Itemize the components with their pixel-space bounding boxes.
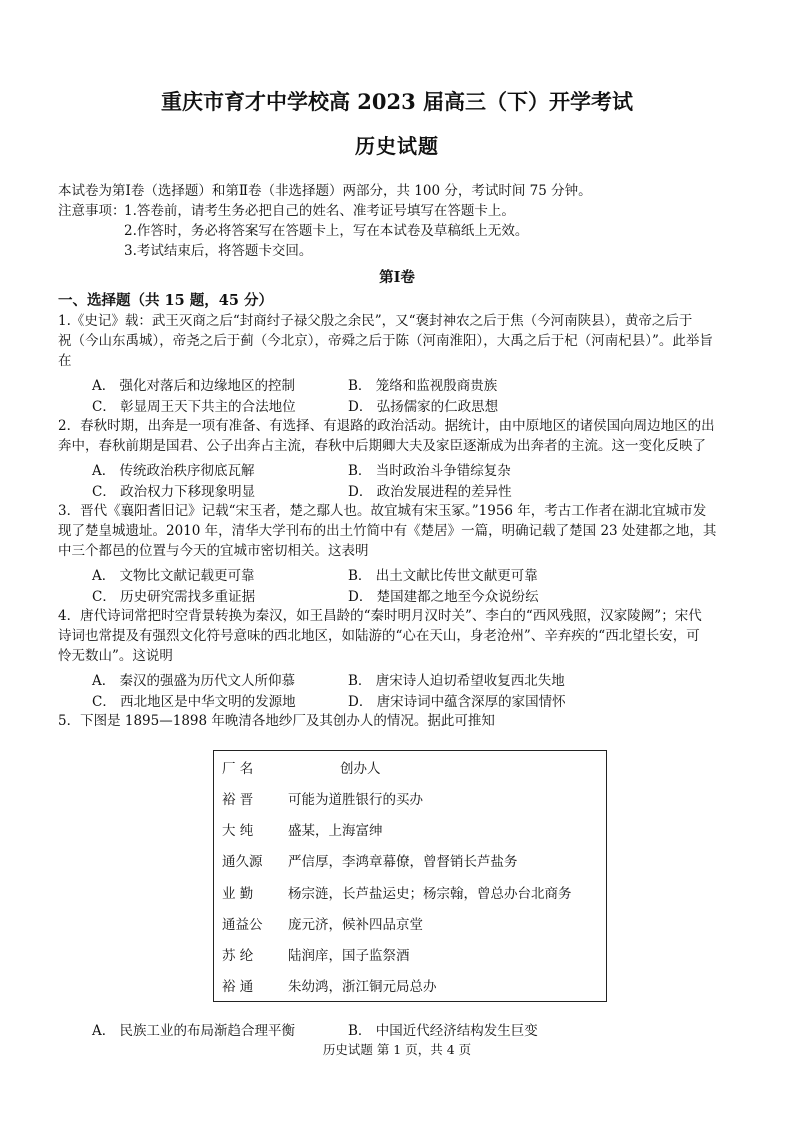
question-2-option-b: B． 当时政治斗争错综复杂 <box>348 463 511 479</box>
question-4-option-c: C． 西北地区是中华文明的发源地 <box>92 694 296 710</box>
table-row <box>214 938 607 969</box>
question-2-option-c: C． 政治权力下移现象明显 <box>92 484 256 500</box>
table-header-cell: 厂 名 <box>222 760 254 777</box>
founder-cell: 朱幼鸿，浙江铜元局总办 <box>288 979 437 996</box>
founder-cell: 可能为道胜银行的买办 <box>288 791 423 808</box>
question-5-stem: 5．下图是 1895—1898 年晚清各地纱厂及其创办人的情况。据此可推知 <box>58 713 495 729</box>
question-4-stem: 诗词也常提及有强烈文化符号意味的西北地区，如陆游的“心在天山，身老沧州”、辛弃疾的“西北望长安，可 <box>58 628 700 644</box>
question-2-option-d: D． 政治发展进程的差异性 <box>348 484 512 500</box>
question-5-option-b: B． 中国近代经济结构发生巨变 <box>348 1023 538 1039</box>
table-header-row <box>214 751 607 783</box>
founder-cell: 严信厚，李鸿章幕僚，曾督销长芦盐务 <box>288 854 518 871</box>
notice-item: 2.作答时，务必将答案写在答题卡上，写在本试卷及草稿纸上无效。 <box>124 223 529 239</box>
question-4-option-b: B． 唐宋诗人迫切希望收复西北失地 <box>348 673 565 689</box>
founder-cell: 盛某，上海富绅 <box>288 823 383 840</box>
question-2-option-a: A． 传统政治秩序彻底瓦解 <box>92 463 255 479</box>
question-4-option-a: A． 秦汉的强盛为历代文人所仰慕 <box>92 673 296 689</box>
mill-name-cell: 通益公 <box>222 916 263 933</box>
question-3-option-d: D． 楚国建都之地至今众说纷纭 <box>348 589 539 605</box>
part-title: 第Ⅰ卷 <box>379 269 415 286</box>
table-row <box>214 907 607 938</box>
notice-item: 1.答卷前，请考生务必把自己的姓名、准考证号填写在答题卡上。 <box>124 203 515 219</box>
page-footer: 历史试题 第 1 页，共 4 页 <box>322 1042 472 1057</box>
question-1-option-b: B． 笼络和监视殷商贵族 <box>348 378 498 394</box>
question-3-stem: 3．晋代《襄阳耆旧记》记载“宋玉者，楚之鄢人也。故宜城有宋玉冢。”1956 年，考古工作者在湖北宜城市发 <box>58 503 707 519</box>
section-title: 一、选择题（共 15 题，45 分） <box>58 292 273 309</box>
question-4-option-d: D． 唐宋诗词中蕴含深厚的家国情怀 <box>348 694 566 710</box>
table-row <box>214 970 607 1002</box>
founder-cell: 杨宗涟，长芦盐运史；杨宗翰，曾总办台北商务 <box>288 885 572 902</box>
question-1-option-c: C． 彰显周王天下共主的合法地位 <box>92 399 296 415</box>
mill-name-cell: 裕 通 <box>222 979 254 996</box>
page-title: 重庆市育才中学校高 2023 届高三（下）开学考试 <box>160 89 634 114</box>
question-2-stem: 2．春秋时期，出奔是一项有准备、有选择、有退路的政治活动。据统计，由中原地区的诸侯国向周边地区的出 <box>58 418 715 434</box>
question-3-stem: 现了楚皇城遗址。2010 年，清华大学刊布的出土竹简中有《楚居》一篇，明确记载了楚国 23 处建都之地，其 <box>58 523 717 539</box>
question-1-stem: 在 <box>58 353 72 369</box>
question-4-stem: 怜无数山”。这说明 <box>58 648 173 664</box>
table-row <box>214 876 607 907</box>
question-3-stem: 中三个都邑的位置与今天的宜城市密切相关。这表明 <box>58 543 369 559</box>
question-1-option-d: D． 弘扬儒家的仁政思想 <box>348 399 499 415</box>
question-5-option-a: A． 民族工业的布局渐趋合理平衡 <box>92 1023 296 1039</box>
table-header-cell: 创办人 <box>340 760 381 777</box>
founder-cell: 陆润庠，国子监祭酒 <box>288 948 410 965</box>
table-row <box>214 782 607 813</box>
question-1-stem: 祝（今山东禹城），帝尧之后于蓟（今北京），帝舜之后于陈（河南淮阳），大禹之后于杞（河南杞县）”。此举旨 <box>58 333 713 349</box>
mill-name-cell: 裕 晋 <box>222 791 254 808</box>
page-subtitle: 历史试题 <box>355 134 439 158</box>
notice-label: 注意事项： <box>58 203 126 219</box>
founder-cell: 庞元济，候补四品京堂 <box>288 916 423 933</box>
table-row <box>214 845 607 876</box>
mills-table <box>213 750 607 1002</box>
question-3-option-a: A． 文物比文献记载更可靠 <box>92 568 255 584</box>
question-2-stem: 奔中，春秋前期是国君、公子出奔占主流，春秋中后期卿大夫及家臣逐渐成为出奔者的主流。这一变化反映了 <box>58 438 706 454</box>
exam-intro: 本试卷为第Ⅰ卷（选择题）和第Ⅱ卷（非选择题）两部分，共 100 分，考试时间 75 分钟。 <box>58 183 592 199</box>
question-1-option-a: A． 强化对落后和边缘地区的控制 <box>92 378 296 394</box>
mill-name-cell: 大 纯 <box>222 823 254 840</box>
mill-name-cell: 苏 纶 <box>222 948 254 965</box>
question-3-option-b: B． 出土文献比传世文献更可靠 <box>348 568 538 584</box>
question-4-stem: 4．唐代诗词常把时空背景转换为秦汉，如王昌龄的“秦时明月汉时关”、李白的“西风残照，汉家陵阙”；宋代 <box>58 608 702 624</box>
question-1-stem: 1.《史记》载：武王灭商之后“封商纣子禄父殷之余民”，又“褒封神农之后于焦（今河南陕县），黄帝之后于 <box>58 313 693 329</box>
question-3-option-c: C． 历史研究需找多重证据 <box>92 589 256 605</box>
mill-name-cell: 通久源 <box>222 854 263 871</box>
notice-item: 3.考试结束后，将答题卡交回。 <box>124 243 313 259</box>
table-row <box>214 813 607 844</box>
mill-name-cell: 业 勤 <box>222 885 254 902</box>
